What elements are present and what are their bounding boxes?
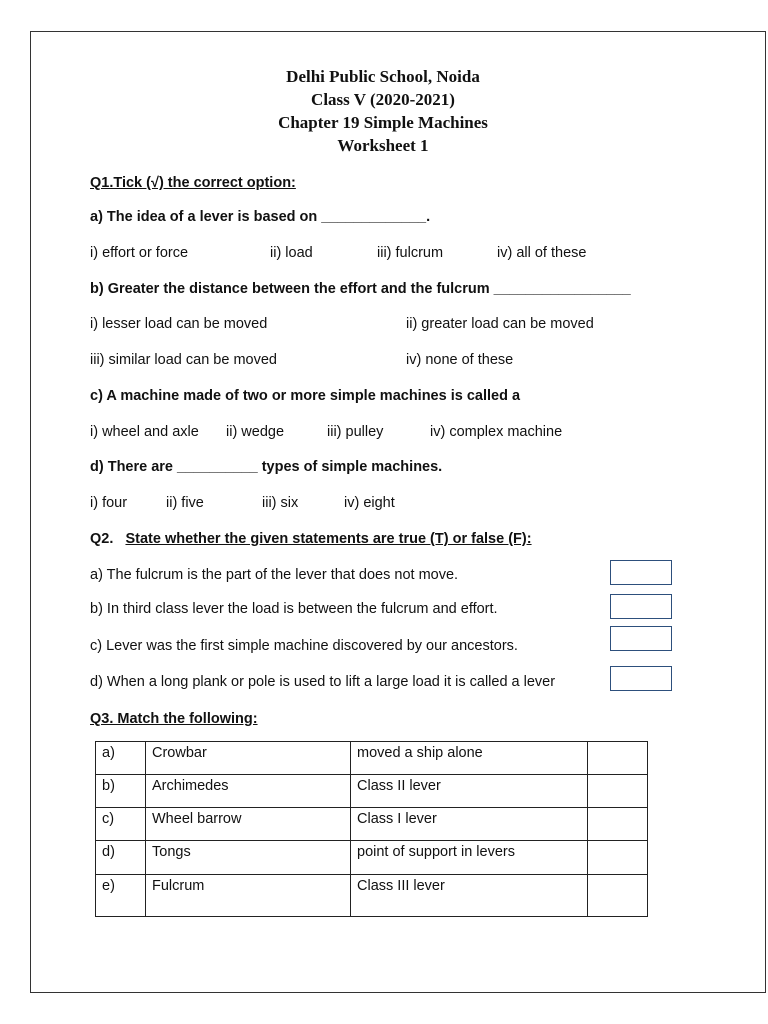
table-row: [96, 808, 648, 841]
row-letter: a): [96, 742, 146, 775]
q2-title: State whether the given statements are true (T) or false (F):: [125, 531, 532, 547]
q1a-question: a) The idea of a lever is based on _____________.: [90, 209, 431, 225]
answer-cell[interactable]: [588, 841, 648, 875]
match-cell: Class III lever: [351, 875, 588, 917]
row-letter: c): [96, 808, 146, 841]
q1b-option-1[interactable]: i) lesser load can be moved: [90, 316, 268, 332]
term-cell: Wheel barrow: [146, 808, 351, 841]
q1b-option-2[interactable]: ii) greater load can be moved: [406, 316, 594, 332]
table-row: [96, 742, 648, 775]
q3-title: Q3. Match the following:: [90, 711, 258, 727]
q2-answer-box-d[interactable]: [610, 666, 672, 691]
q2-statement-d: d) When a long plank or pole is used to lift a large load it is called a lever: [90, 674, 556, 690]
row-letter: b): [96, 775, 146, 808]
row-letter: d): [96, 841, 146, 875]
table-row: [96, 775, 648, 808]
q1c-option-1[interactable]: i) wheel and axle: [90, 424, 199, 440]
q1d-option-1[interactable]: i) four: [90, 495, 128, 511]
q1a-option-2[interactable]: ii) load: [270, 245, 313, 261]
term-cell: Tongs: [146, 841, 351, 875]
q1c-option-3[interactable]: iii) pulley: [327, 424, 384, 440]
answer-cell[interactable]: [588, 775, 648, 808]
match-cell: Class II lever: [351, 775, 588, 808]
q2-statement-a: a) The fulcrum is the part of the lever that does not move.: [90, 567, 459, 583]
q2-answer-box-b[interactable]: [610, 594, 672, 619]
q1-title: Q1.Tick (√) the correct option:: [90, 175, 296, 191]
q1c-question: c) A machine made of two or more simple machines is called a: [90, 388, 521, 404]
q1b-question: b) Greater the distance between the effort and the fulcrum _________________: [90, 281, 631, 297]
q2-answer-box-c[interactable]: [610, 626, 672, 651]
q2-answer-box-a[interactable]: [610, 560, 672, 585]
term-cell: Crowbar: [146, 742, 351, 775]
q1c-option-4[interactable]: iv) complex machine: [430, 424, 563, 440]
q2-label: Q2.: [90, 531, 114, 547]
school-name: Delhi Public School, Noida: [286, 67, 480, 86]
q1a-option-3[interactable]: iii) fulcrum: [377, 245, 444, 261]
chapter-title: Chapter 19 Simple Machines: [278, 113, 488, 132]
match-cell: Class I lever: [351, 808, 588, 841]
answer-cell[interactable]: [588, 808, 648, 841]
q1b-option-3[interactable]: iii) similar load can be moved: [90, 352, 277, 368]
q1a-option-1[interactable]: i) effort or force: [90, 245, 189, 261]
match-table: [95, 741, 648, 917]
q1c-option-2[interactable]: ii) wedge: [226, 424, 285, 440]
match-cell: point of support in levers: [351, 841, 588, 875]
term-cell: Archimedes: [146, 775, 351, 808]
answer-cell[interactable]: [588, 875, 648, 917]
q1d-option-4[interactable]: iv) eight: [344, 495, 395, 511]
q1d-option-2[interactable]: ii) five: [166, 495, 204, 511]
q2-statement-c: c) Lever was the first simple machine discovered by our ancestors.: [90, 638, 518, 654]
worksheet-title: Worksheet 1: [337, 136, 429, 155]
term-cell: Fulcrum: [146, 875, 351, 917]
class-year: Class V (2020-2021): [311, 90, 455, 109]
match-cell: moved a ship alone: [351, 742, 588, 775]
q1b-option-4[interactable]: iv) none of these: [406, 352, 514, 368]
row-letter: e): [96, 875, 146, 917]
q2-heading: [90, 530, 532, 548]
q1d-option-3[interactable]: iii) six: [262, 495, 299, 511]
table-row: [96, 841, 648, 875]
q1a-option-4[interactable]: iv) all of these: [497, 245, 587, 261]
q2-statement-b: b) In third class lever the load is between the fulcrum and effort.: [90, 601, 498, 617]
answer-cell[interactable]: [588, 742, 648, 775]
table-row: [96, 875, 648, 917]
q1d-question: d) There are __________ types of simple machines.: [90, 459, 443, 475]
